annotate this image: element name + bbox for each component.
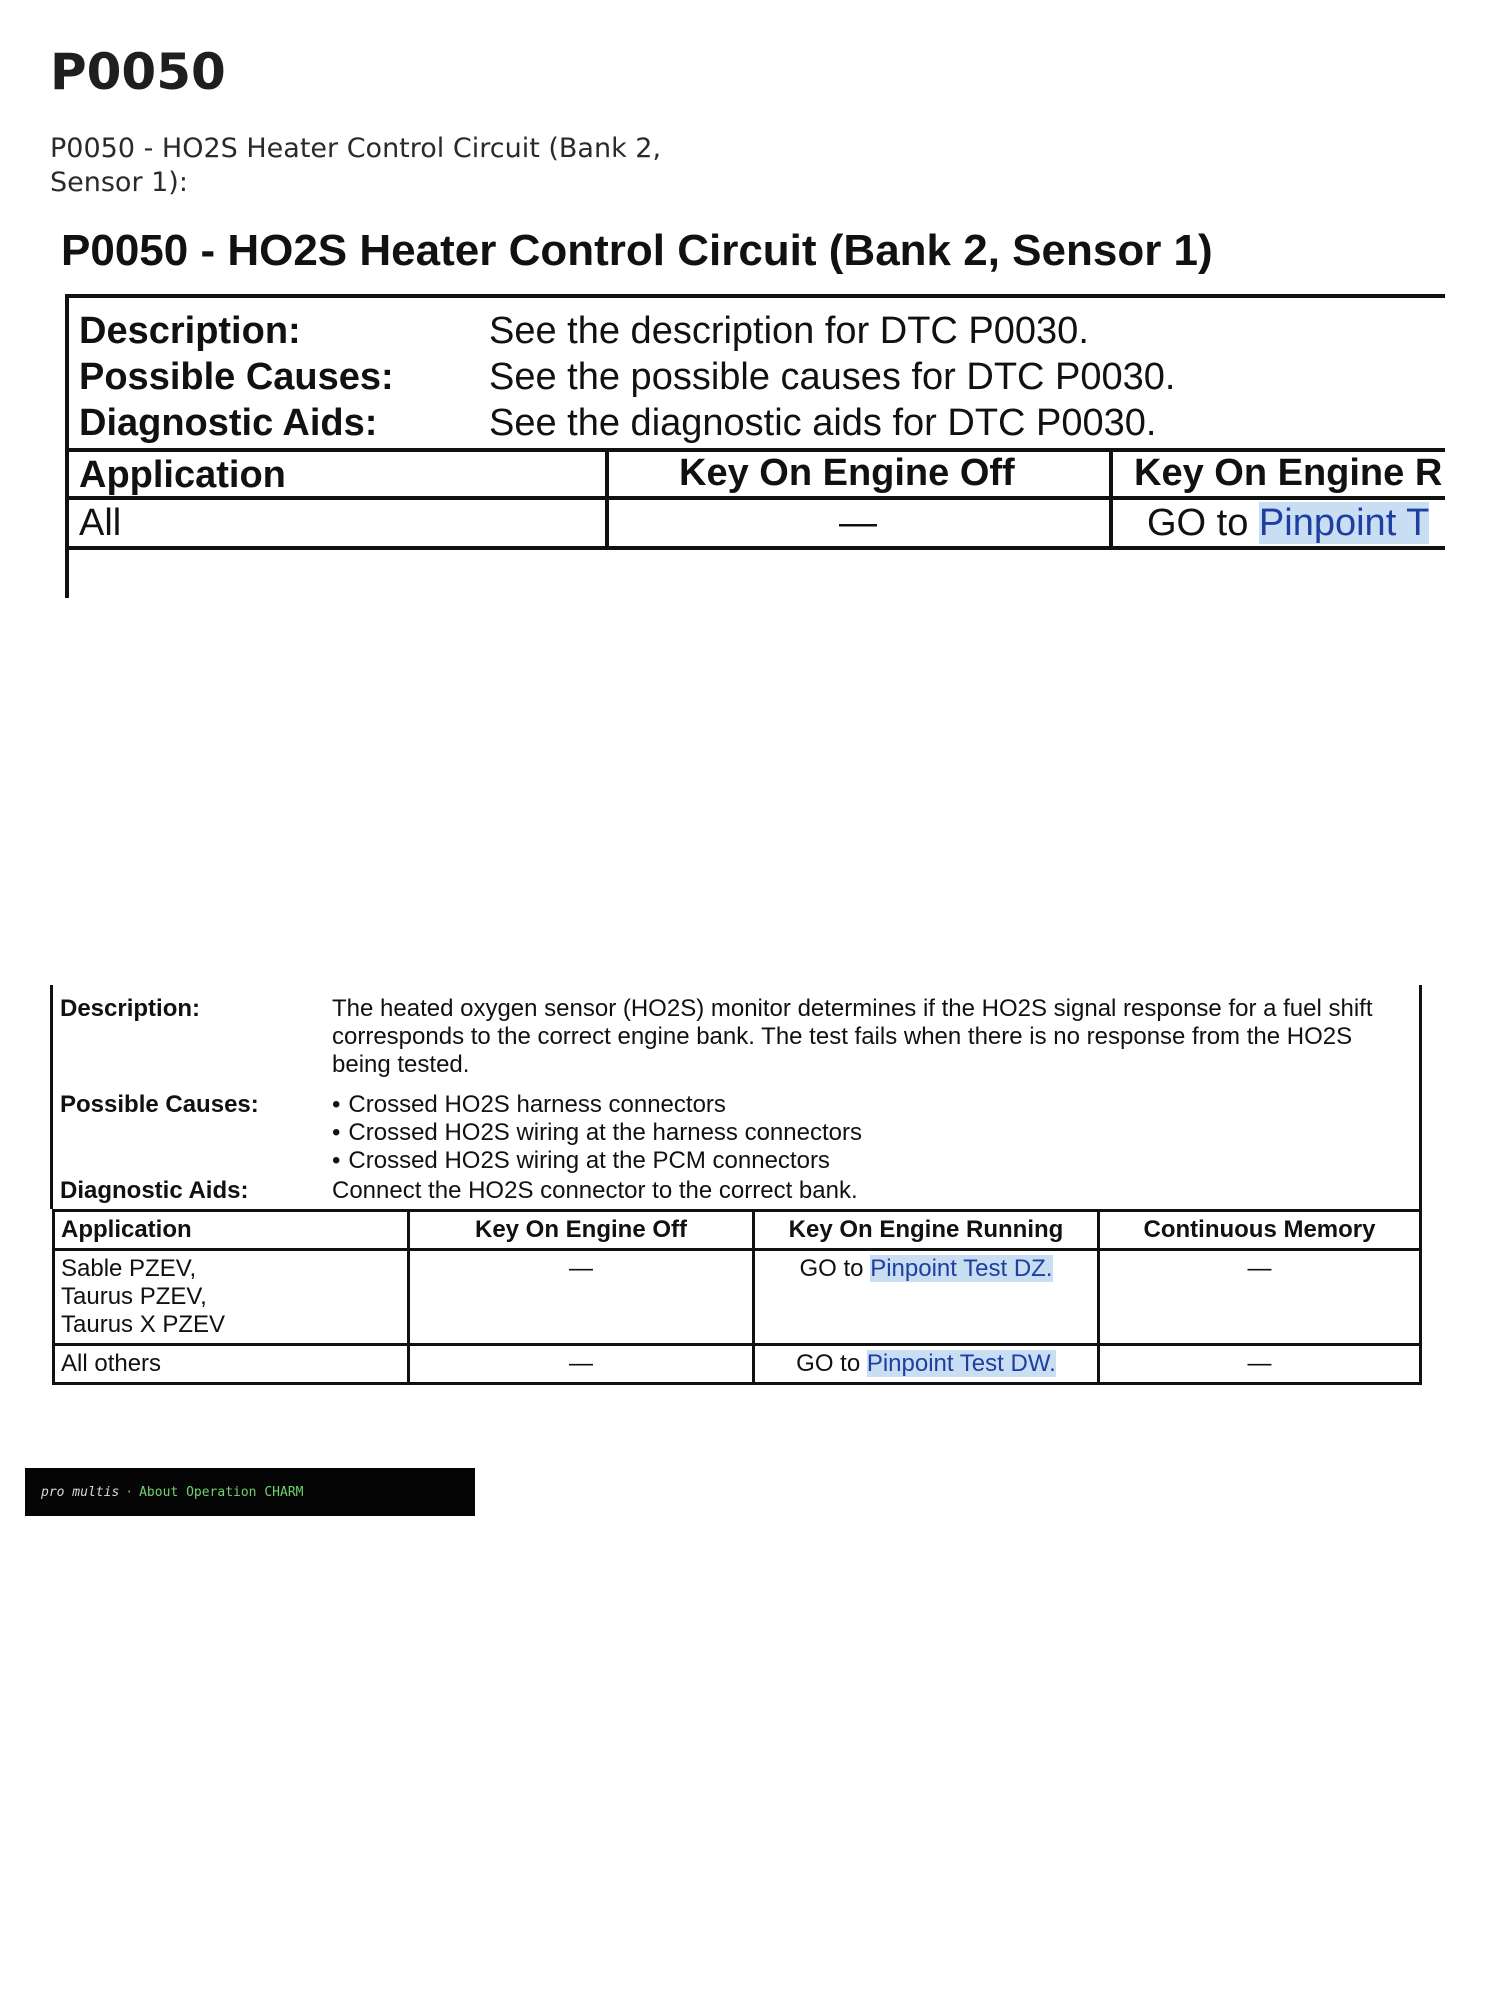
application-table [52, 1209, 1422, 1385]
summary-table [65, 294, 1445, 598]
table-row [54, 1250, 1421, 1345]
description-label: Description: [79, 310, 301, 352]
header-application: Application [54, 1211, 409, 1250]
possible-causes-label: Possible Causes: [60, 1091, 259, 1118]
list-item: • Crossed HO2S wiring at the PCM connectors [332, 1147, 862, 1175]
cell-koer [754, 1250, 1099, 1345]
header-koer: Key On Engine Running [754, 1211, 1099, 1250]
go-to-text: GO to [1147, 502, 1259, 544]
footer-brand: pro multis [41, 1484, 120, 1500]
cell-koer [754, 1345, 1099, 1384]
scan-image-detail [50, 985, 1420, 1395]
header-koeo: Key On Engine Off [409, 1211, 754, 1250]
divider [69, 546, 1445, 550]
scan-heading: P0050 - HO2S Heater Control Circuit (Bank 2, Sensor 1) [61, 226, 1213, 275]
page-subtitle: P0050 - HO2S Heater Control Circuit (Bank 2, Sensor 1): [50, 133, 662, 198]
cell-koeo: — [839, 502, 877, 544]
divider [1419, 985, 1422, 1209]
list-item: • Crossed HO2S wiring at the harness connectors [332, 1119, 862, 1147]
cell-application: All others [54, 1345, 409, 1384]
diagnostic-aids-text: Connect the HO2S connector to the correct bank. [332, 1177, 858, 1204]
description-value: See the description for DTC P0030. [489, 310, 1089, 352]
cell-continuous-memory: — [1099, 1250, 1421, 1345]
table-header-row [54, 1211, 1421, 1250]
possible-causes-value: See the possible causes for DTC P0030. [489, 356, 1176, 398]
possible-causes-list [332, 1091, 862, 1175]
footer-bar [25, 1468, 475, 1516]
description-label: Description: [60, 995, 201, 1022]
list-item: • Crossed HO2S harness connectors [332, 1091, 862, 1119]
cell-koeo: — [409, 1250, 754, 1345]
footer-separator: · [125, 1484, 134, 1500]
go-to-text: GO to [799, 1255, 871, 1282]
header-koer: Key On Engine R [1134, 452, 1443, 494]
pinpoint-test-dz-link[interactable]: Pinpoint Test DZ. [870, 1255, 1053, 1282]
description-text: The heated oxygen sensor (HO2S) monitor determines if the HO2S signal response for a fuel shift corresponds to the correct engine bank. The test fails when there is no response from the HO2S being tested. [332, 995, 1373, 1078]
header-continuous-memory: Continuous Memory [1099, 1211, 1421, 1250]
pinpoint-test-dw-link[interactable]: Pinpoint Test DW. [866, 1350, 1056, 1377]
diagnostic-aids-label: Diagnostic Aids: [60, 1177, 249, 1204]
divider [69, 496, 1445, 500]
header-koeo: Key On Engine Off [679, 452, 1015, 494]
cell-continuous-memory: — [1099, 1345, 1421, 1384]
header-application: Application [79, 454, 286, 496]
possible-causes-label: Possible Causes: [79, 356, 394, 398]
cell-koer [1147, 502, 1429, 545]
cell-application: Sable PZEV, Taurus PZEV, Taurus X PZEV [54, 1250, 409, 1345]
table-row [54, 1345, 1421, 1384]
cell-application: All [79, 502, 122, 544]
cell-koeo: — [409, 1345, 754, 1384]
diagnostic-aids-value: See the diagnostic aids for DTC P0030. [489, 402, 1157, 444]
go-to-text: GO to [796, 1350, 867, 1377]
scan-image-summary [55, 220, 1445, 610]
diagnostic-aids-label: Diagnostic Aids: [79, 402, 378, 444]
divider [50, 985, 53, 1209]
page-title: P0050 [50, 43, 226, 101]
about-link[interactable]: About Operation CHARM [139, 1484, 304, 1500]
pinpoint-test-link[interactable]: Pinpoint T [1258, 502, 1430, 544]
